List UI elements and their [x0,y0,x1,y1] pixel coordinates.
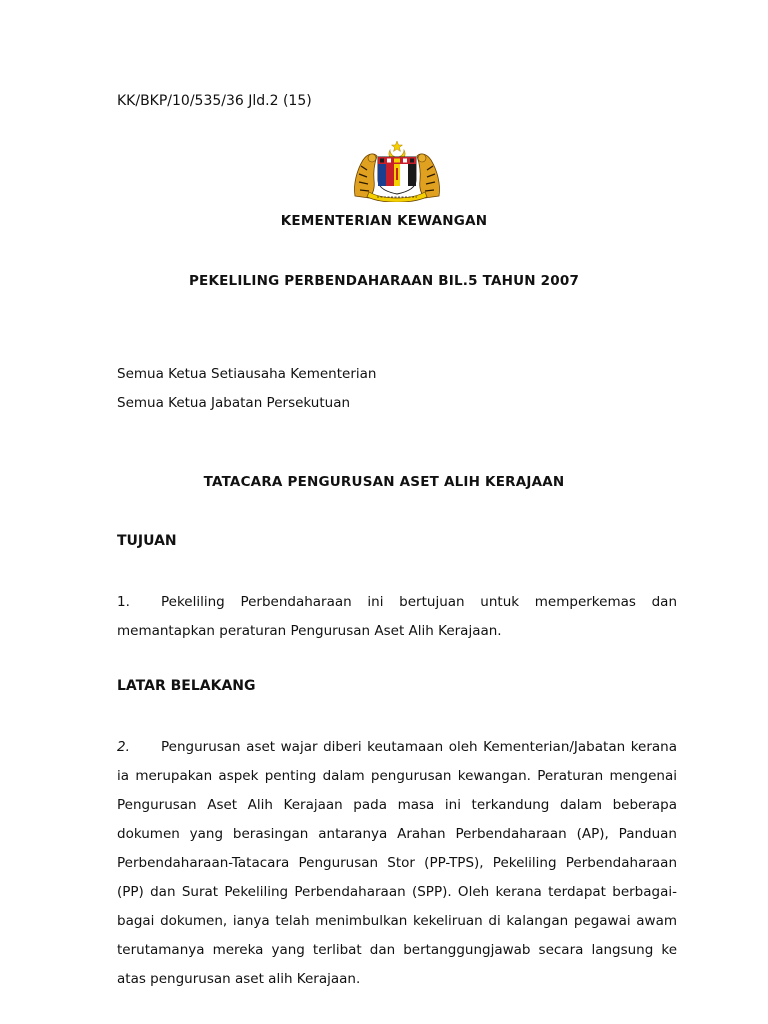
circular-title: PEKELILING PERBENDAHARAAN BIL.5 TAHUN 2007 [188,273,580,289]
recipients-block [117,360,376,418]
reference-number: KK/BKP/10/535/36 Jld.2 (15) [117,93,312,109]
recipient-line: Semua Ketua Setiausaha Kementerian [117,366,377,382]
ministry-heading: KEMENTERIAN KEWANGAN [280,213,488,229]
paragraph-2 [117,733,677,994]
paragraph-text: Pekeliling Perbendaharaan ini bertujuan untuk memperkemas dan memantapkan peraturan Pengurusan Aset Alih Kerajaan. [117,594,677,639]
subject-heading: TATACARA PENGURUSAN ASET ALIH KERAJAAN [203,474,565,490]
paragraph-1 [117,588,677,646]
recipient-line: Semua Ketua Jabatan Persekutuan [117,395,351,411]
paragraph-number: 2. [117,739,130,755]
paragraph-number: 1. [117,594,130,610]
malaysia-coat-of-arms-icon [347,140,447,202]
section-heading-tujuan: TUJUAN [117,533,177,549]
section-heading-latar-belakang: LATAR BELAKANG [117,678,256,694]
paragraph-text: Pengurusan aset wajar diberi keutamaan oleh Kementerian/Jabatan kerana ia merupakan aspek penting dalam pengurusan kewangan. Peraturan mengenai Pengurusan Aset Alih Kerajaan pada masa ini terkandung dalam beberapa dokumen yang berasingan antaranya Arahan Perbendaharaan (AP), Panduan Perbendaharaan-Tatacara Pengurusan Stor (PP-TPS), Pekeliling Perbendaharaan (PP) dan Surat Pekeliling Perbendaharaan (SPP). Oleh kerana terdapat berbagai-bagai dokumen, ianya telah menimbulkan kekeliruan di kalangan pegawai awam terutamanya mereka yang terlibat dan bertanggungjawab secara langsung ke atas pengurusan aset alih Kerajaan. [117,739,677,987]
